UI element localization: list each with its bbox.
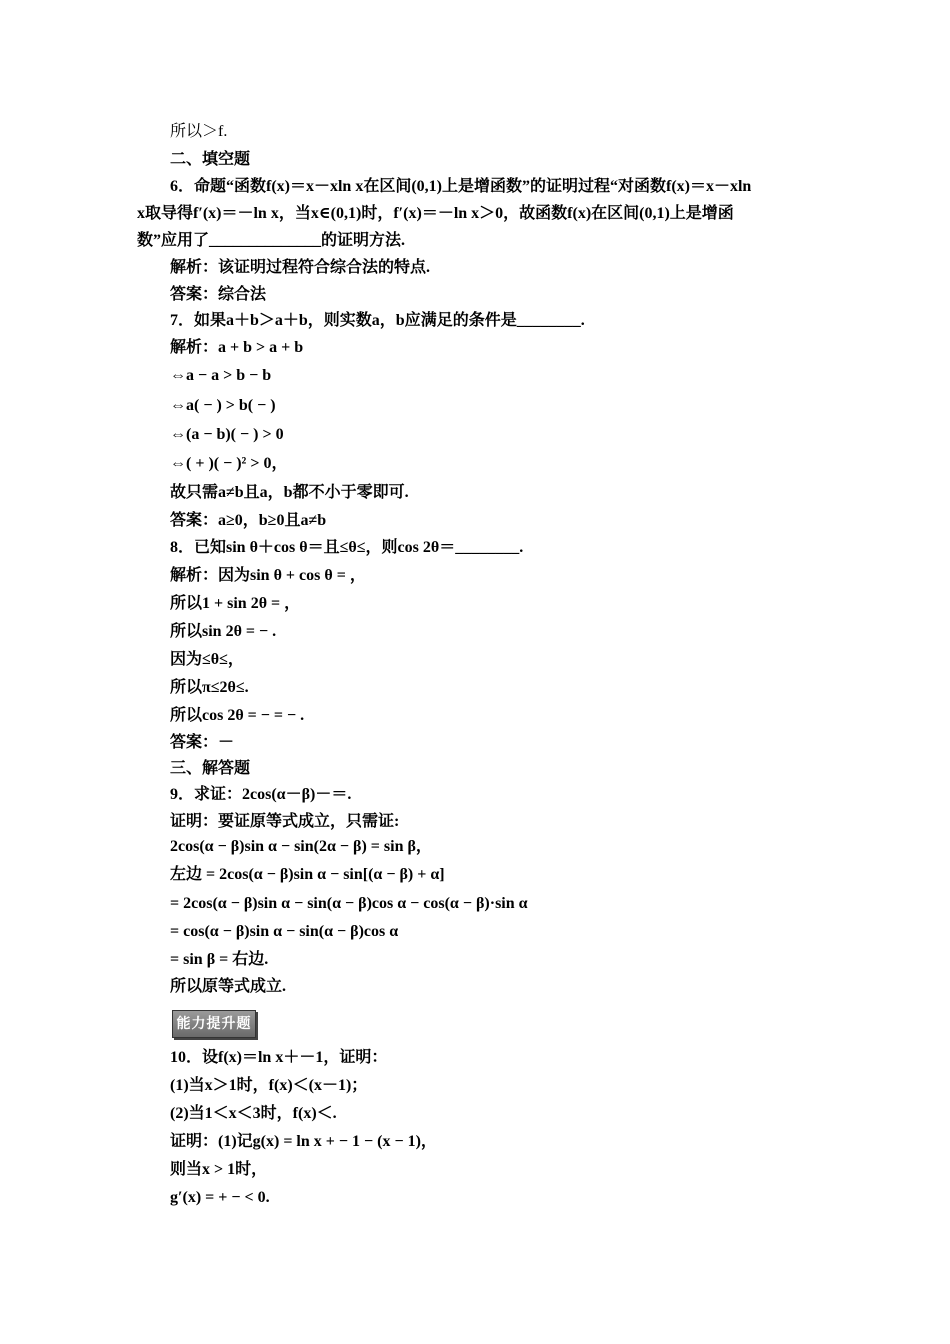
step-line: 左边 = 2cos(α − β)sin α − sin[(α − β) + α] <box>170 866 445 883</box>
answer-8: 答案：－ <box>170 734 235 751</box>
question-6-cont: x取导得f′(x)＝－ln x，当x∈(0,1)时，f′(x)＝－ln x＞0，故函数f(x)在区间(0,1)上是增函 <box>137 205 734 222</box>
question-7: 7．如果a＋b＞a＋b，则实数a，b应满足的条件是________. <box>170 312 585 329</box>
question-6-cont2: 数”应用了______________的证明方法. <box>137 232 406 249</box>
step-line: 所以原等式成立. <box>170 978 287 995</box>
step-line: = 2cos(α − β)sin α − sin(α − β)cos α − cos(α − β)·sin α <box>170 895 528 912</box>
answer-6: 答案：综合法 <box>170 286 267 303</box>
step-line: 所以π≤2θ≤. <box>170 679 249 696</box>
step-line: ⇔( + )( − )² > 0， <box>170 455 288 472</box>
step-line: 所以sin 2θ = − . <box>170 623 277 640</box>
step-line: ⇔a − a > b − b <box>170 367 272 384</box>
section-heading-fill-blank: 二、填空题 <box>170 151 251 168</box>
ability-upgrade-badge: 能力提升题 <box>172 1010 256 1038</box>
question-10-part2: (2)当1＜x＜3时，f(x)＜. <box>170 1105 337 1122</box>
step-line: ⇔a( − ) > b( − ) <box>170 397 276 414</box>
proof-9: 证明：要证原等式成立，只需证: <box>170 813 400 830</box>
step-line: = cos(α − β)sin α − sin(α − β)cos α <box>170 923 399 940</box>
question-9: 9．求证：2cos(α－β)－＝. <box>170 786 352 803</box>
question-6: 6．命题“函数f(x)＝x－xln x在区间(0,1)上是增函数”的证明过程“对函数f(x)＝x－xln <box>170 178 752 195</box>
question-10-part1: (1)当x＞1时，f(x)＜(x－1)； <box>170 1077 368 1094</box>
step-line: 则当x > 1时， <box>170 1161 268 1178</box>
step-line: 所以cos 2θ = − = − . <box>170 707 305 724</box>
analysis-7: 解析：a + b > a + b <box>170 339 304 356</box>
step-line: 2cos(α − β)sin α − sin(2α − β) = sin β， <box>170 838 432 855</box>
analysis-8: 解析：因为sin θ + cos θ = ， <box>170 567 366 584</box>
question-8: 8．已知sin θ＋cos θ＝且≤θ≤，则cos 2θ＝________. <box>170 539 524 556</box>
step-line: g′(x) = + − < 0. <box>170 1189 270 1206</box>
step-line: 故只需a≠b且a，b都不小于零即可. <box>170 484 409 501</box>
step-line: = sin β = 右边. <box>170 951 269 968</box>
answer-7: 答案：a≥0，b≥0且a≠b <box>170 512 327 529</box>
step-line: 因为≤θ≤， <box>170 651 244 668</box>
section-heading-solve: 三、解答题 <box>170 760 251 777</box>
step-line: ⇔(a − b)( − ) > 0 <box>170 426 284 443</box>
proof-10: 证明：(1)记g(x) = ln x + − 1 − (x − 1)， <box>170 1133 437 1150</box>
question-10: 10．设f(x)＝ln x＋－1，证明： <box>170 1049 388 1066</box>
analysis-6: 解析：该证明过程符合综合法的特点. <box>170 259 431 276</box>
step-line: 所以1 + sin 2θ = ， <box>170 595 301 612</box>
text-line: 所以＞f. <box>170 123 228 140</box>
